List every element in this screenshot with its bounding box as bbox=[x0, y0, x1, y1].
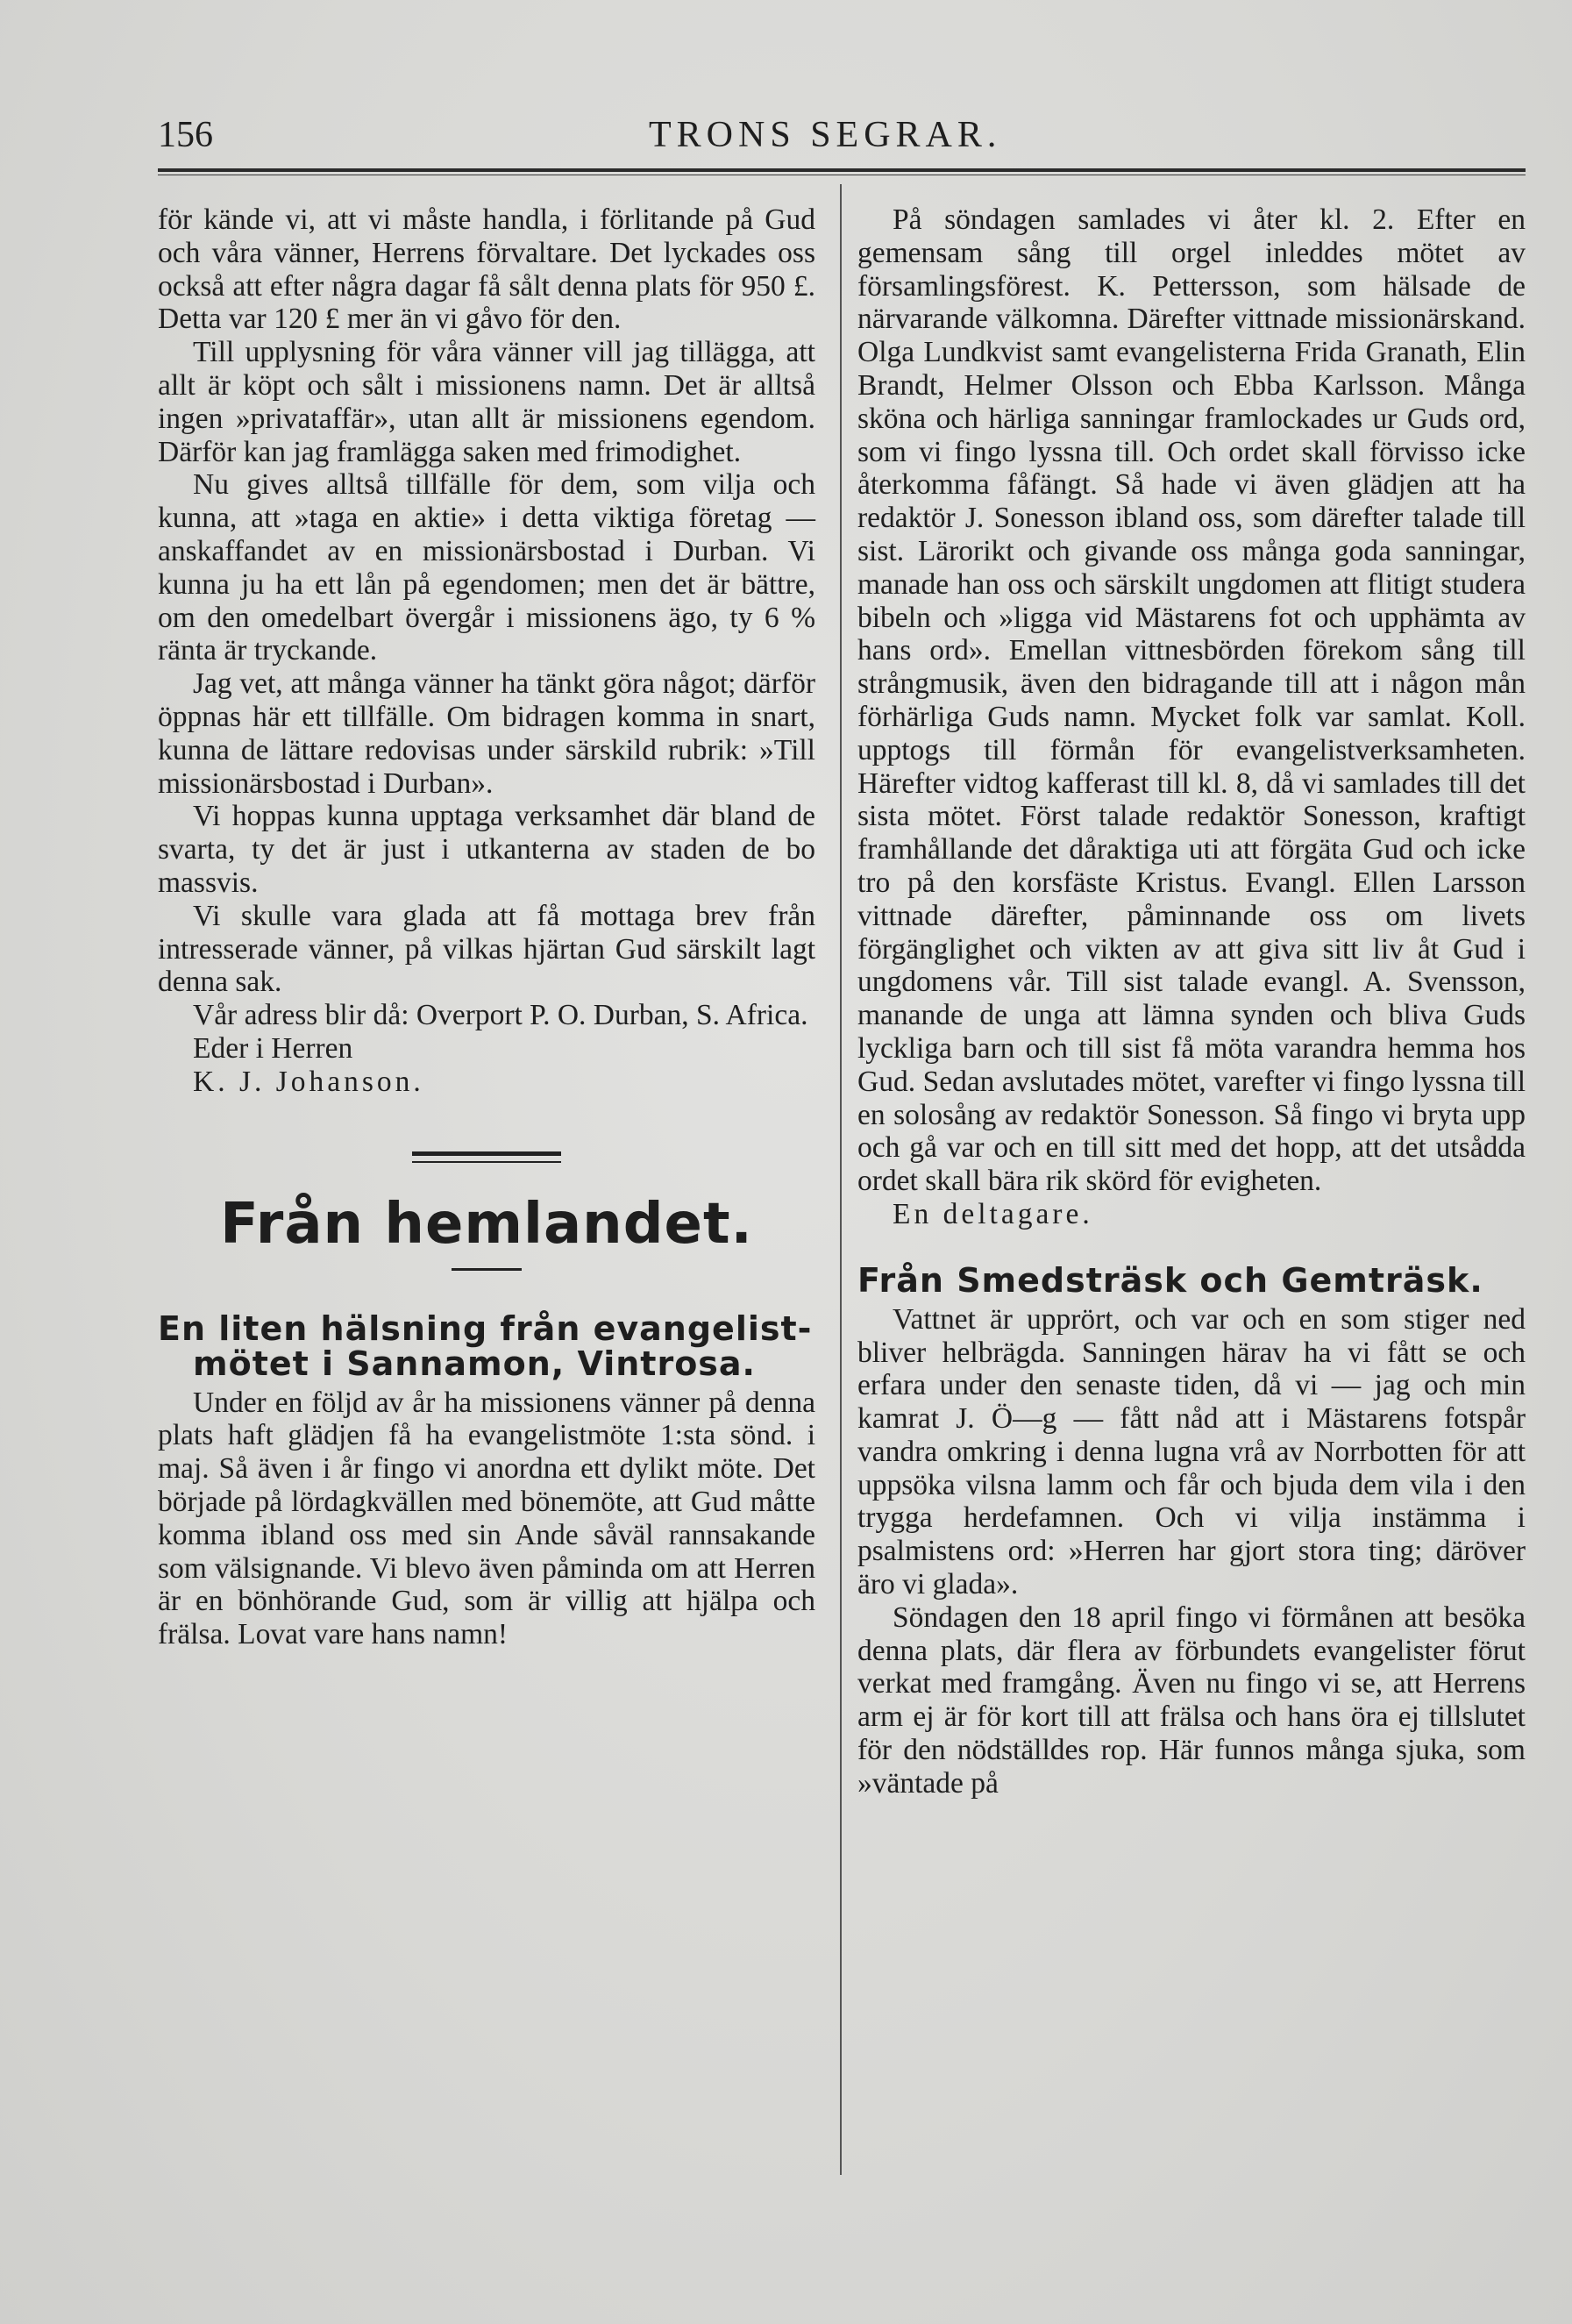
section-title: Från hemlandet. bbox=[220, 1191, 753, 1257]
header-rule bbox=[158, 168, 1526, 172]
page-header bbox=[158, 114, 1526, 167]
article-title: Från Smedsträsk och Gemträsk. bbox=[857, 1260, 1483, 1300]
paragraph: Till upplysning för våra vänner vill jag tillägga, att allt är köpt och sålt i missionens namn. Det är alltså ingen »privataffär», utan allt är missionens egendom. Därför kan jag framlägga saken med frimodighet. bbox=[158, 336, 815, 468]
article-title-line: En liten hälsning från evangelist- bbox=[158, 1308, 813, 1348]
signature: K. J. Johanson. bbox=[193, 1065, 424, 1098]
paragraph: för kände vi, att vi måste handla, i förlitande på Gud och våra vänner, Herrens förvaltare. Det lyckades oss också att efter några dagar få sålt denna plats för 950 £. Detta var 120 £ mer än vi gåvo för den. bbox=[158, 203, 815, 336]
paragraph: Vi skulle vara glada att få mottaga brev från intresserade vänner, på vilkas hjärtan Gud särskilt lagt denna sak. bbox=[158, 899, 815, 999]
column-divider bbox=[840, 184, 842, 2175]
paragraph: Nu gives alltså tillfälle för dem, som vilja och kunna, att »taga en aktie» i detta viktiga företag — anskaffandet av en missionärsbostad i Durban. Vi kunna ju ha ett lån på egendomen; men det är bättre, om den omedelbart övergår i missionens ägo, ty 6 % ränta är tryckande. bbox=[158, 468, 815, 667]
paragraph: Under en följd av år ha missionens vänner på denna plats haft glädjen få ha evangelistmöte 1:sta sönd. i maj. Så även i år fingo vi anordna ett dylikt möte. Det började på lördagkvällen med bönemöte, att Gud måtte komma ibland oss med sin Ande såväl rannsakande som välsignande. Vi blevo även påminda om att Herren är en bönhörande Gud, som är villig att hjälpa och frälsa. Lovat vare hans namn! bbox=[158, 1386, 815, 1651]
page-number: 156 bbox=[158, 115, 213, 155]
left-column bbox=[158, 203, 815, 1651]
paragraph: På söndagen samlades vi åter kl. 2. Efter en gemensam sång till orgel inleddes mötet av församlingsförest. K. Pettersson, som hälsade de närvarande välkomna. Därefter vittnade missionärskand. Olga Lundkvist samt evangelisterna Frida Granath, Elin Brandt, Helmer Olsson och Ebba Karlsson. Många sköna och härliga sanningar framlockades ur Guds ord, som vi fingo lyssna till. Och ordet skall förvisso icke återkomma fåfängt. Så hade vi även glädjen att ha redaktör J. Sonesson ibland oss, som därefter talade till sist. Lärorikt och givande oss många goda sanningar, manade han oss och särskilt ungdomen att flitigt studera bibeln och »ligga vid Mästarens fot och upphämta av hans ord». Emellan vittnesbörden förekom sång till strångmusik, även den bidragande till att i någon mån förhärliga Guds namn. Mycket folk var samlat. Koll. upptogs till förmån för evangelistverksamheten. Härefter vidtog kafferast till kl. 8, då vi samlades till det sista mötet. Först talade redaktör Sonesson, kraftigt framhållande det dåraktiga uti att förgäta Gud och icke tro på den korsfäste Kristus. Evangl. Ellen Larsson vittnade därefter, påminnande oss om livets förgänglighet och vikten av att giva sitt liv åt Gud i ungdomens vår. Till sist talade evangl. A. Svensson, manande de unga att lämna synden och bliva Guds lyckliga barn och till sist få möta varandra hemma hos Gud. Sedan avslutades mötet, varefter vi fingo lyssna till en solosång av redaktör Sonesson. Så fingo vi bryta upp och gå var och en till sitt med det hopp, att det utsådda ordet skall bära rik skörd för evigheten. bbox=[857, 203, 1526, 1198]
running-title: TRONS SEGRAR. bbox=[649, 115, 1002, 155]
paragraph: Vi hoppas kunna upptaga verksamhet där bland de svarta, ty det är just i utkanterna av staden de bo massvis. bbox=[158, 800, 815, 899]
short-divider bbox=[452, 1268, 522, 1271]
closing-greeting: Eder i Herren bbox=[193, 1031, 353, 1065]
paragraph: Vattnet är upprört, och var och en som stiger ned bliver helbrägda. Sanningen härav ha vi fått se och erfara under den senaste tiden, då vi — jag och min kamrat J. Ö—g — fått nåd att i Mästarens fotspår vandra omkring i denna lugna vrå av Norrbotten för att uppsöka vilsna lamm och får och bjuda dem vila i den trygga herdefamnen. Och vi vilja instämma i psalmistens ord: »Herren har gjort stora ting; däröver äro vi glada». bbox=[857, 1302, 1526, 1601]
article-title bbox=[158, 1308, 815, 1383]
paragraph: Jag vet, att många vänner ha tänkt göra något; därför öppnas här ett tillfälle. Om bidragen komma in snart, kunna de lättare redovisas under särskild rubrik: »Till missionärsbostad i Durban». bbox=[158, 667, 815, 800]
signature: En deltagare. bbox=[893, 1197, 1093, 1230]
right-column bbox=[857, 203, 1526, 1800]
section-divider bbox=[412, 1151, 561, 1163]
article-title-line: mötet i Sannamon, Vintrosa. bbox=[193, 1344, 756, 1383]
paragraph: Söndagen den 18 april fingo vi förmånen att besöka denna plats, där flera av förbundets evangelister förut verkat med framgång. Även nu fingo vi se, att Herrens arm ej är för kort till att frälsa och hans öra ej tillslutet för den nödställdes rop. Här funnos många sjuka, som »väntade på bbox=[857, 1600, 1526, 1800]
paragraph: Vår adress blir då: Overport P. O. Durban, S. Africa. bbox=[193, 999, 808, 1032]
